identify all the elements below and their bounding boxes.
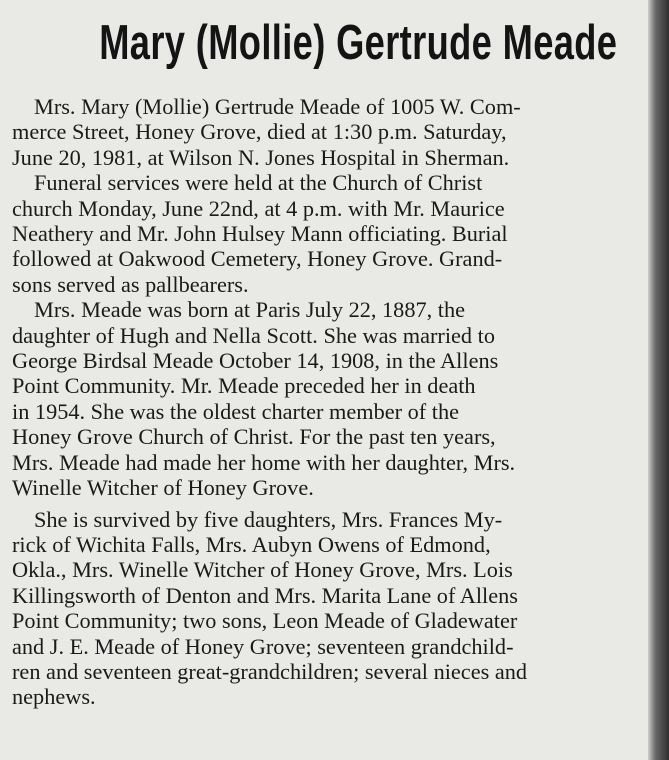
text-line: nephews. <box>12 684 96 710</box>
paragraph-death-notice <box>12 94 626 170</box>
paragraph-funeral-services <box>12 170 626 297</box>
paragraph-biography <box>12 297 626 500</box>
text-line: daughter of Hugh and Nella Scott. She was married to <box>12 322 495 348</box>
background-edge <box>648 0 669 760</box>
text-line: Winelle Witcher of Honey Grove. <box>12 475 314 501</box>
text-line: June 20, 1981, at Wilson N. Jones Hospital in Sherman. <box>12 144 510 170</box>
text-line: sons served as pallbearers. <box>12 271 249 297</box>
text-line: church Monday, June 22nd, at 4 p.m. with Mr. Maurice <box>12 195 505 221</box>
text-line: Mrs. Meade was born at Paris July 22, 1887, the <box>34 297 466 323</box>
text-line: Funeral services were held at the Church of Christ <box>34 170 483 196</box>
text-line: Killingsworth of Denton and Mrs. Marita Lane of Allens <box>12 582 518 608</box>
text-line: rick of Wichita Falls, Mrs. Aubyn Owens of Edmond, <box>12 531 491 557</box>
text-line: Honey Grove Church of Christ. For the past ten years, <box>12 424 496 450</box>
text-line: Mrs. Mary (Mollie) Gertrude Meade of 1005 W. Com- <box>34 94 521 119</box>
text-line: ren and seventeen great-grandchildren; several nieces and <box>12 658 528 684</box>
text-line: Okla., Mrs. Winelle Witcher of Honey Grove, Mrs. Lois <box>12 557 513 583</box>
obituary-body <box>12 94 626 710</box>
paragraph-survivors <box>12 507 626 710</box>
text-line: in 1954. She was the oldest charter member of the <box>12 398 460 424</box>
text-line: George Birdsal Meade October 14, 1908, in the Allens <box>12 348 499 374</box>
obituary-headline: Mary (Mollie) Gertrude Meade <box>99 16 618 70</box>
text-line: Neathery and Mr. John Hulsey Mann officiating. Burial <box>12 221 508 247</box>
text-line: Point Community. Mr. Meade preceded her in death <box>12 373 476 399</box>
text-line: and J. E. Meade of Honey Grove; seventeen grandchild- <box>12 633 514 659</box>
text-line: She is survived by five daughters, Mrs. Frances My- <box>34 506 503 532</box>
text-line: Point Community; two sons, Leon Meade of Gladewater <box>12 608 518 634</box>
text-line: merce Street, Honey Grove, died at 1:30 p.m. Saturday, <box>12 119 507 145</box>
text-line: Mrs. Meade had made her home with her daughter, Mrs. <box>12 449 516 475</box>
text-line: followed at Oakwood Cemetery, Honey Grove. Grand- <box>12 246 503 272</box>
